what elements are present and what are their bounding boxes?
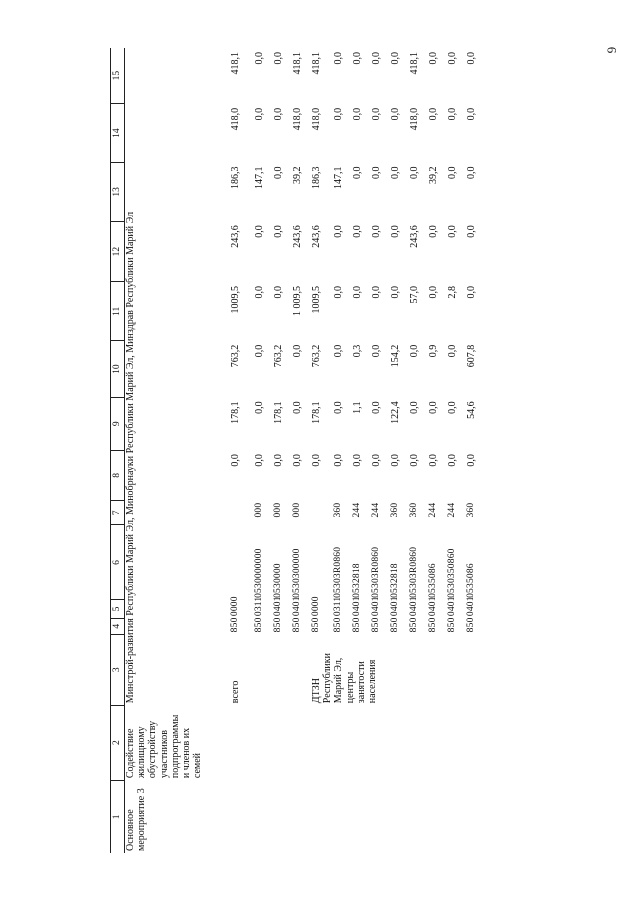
amount-cell: 418,0 (230, 107, 241, 131)
activity-label: Основное мероприятие 3 (125, 788, 148, 851)
amount-cell: 0,0 (447, 401, 458, 414)
table-body (125, 48, 486, 853)
amount-cell: 0,0 (333, 344, 344, 358)
table-row (409, 48, 428, 853)
expense-type-code (311, 501, 333, 525)
amount-cell: 0,0 (273, 52, 284, 65)
blank-cell (390, 780, 409, 853)
amount-cell: 39,2 (292, 166, 303, 185)
amount-cell: 0,0 (333, 454, 344, 467)
amount-cell: 0,0 (428, 286, 439, 299)
amount-cell: 763,2 (230, 344, 241, 368)
grbs-code: 850 (311, 617, 321, 633)
header-cell: 2 (111, 705, 125, 780)
responsible-ministries: Минстрой-развития Республики Марий Эл, Минобрнауки Республики Марий Эл, Минздрав Республики Марий Эл (125, 211, 136, 704)
expense-type-code: 244 (447, 502, 457, 518)
amount-cell: 0,0 (254, 344, 265, 358)
blank-cell (371, 780, 390, 853)
amount-cell: 1,1 (352, 401, 363, 414)
grbs-code: 850 (466, 617, 476, 633)
amount-cell: 1009,5 (311, 286, 322, 314)
amount-cell: 0,0 (447, 107, 458, 121)
amount-cell: 0,0 (371, 225, 382, 238)
grbs-code: 850 (230, 617, 240, 633)
amount-cell: 0,0 (352, 166, 363, 180)
amount-cell: 0,0 (292, 454, 303, 467)
amount-cell: 0,0 (390, 225, 401, 238)
grbs-code: 850 (352, 617, 362, 633)
amount-cell: 0,0 (390, 107, 401, 121)
amount-cell: 0,3 (352, 344, 363, 358)
target-code: 0535086 (466, 563, 476, 598)
section-code: 0401 (447, 596, 457, 617)
amount-cell: 0,0 (466, 286, 477, 299)
header-cell: 7 (111, 501, 125, 525)
amount-cell: 418,1 (311, 52, 322, 75)
header-cell: 10 (111, 341, 125, 398)
grbs-code: 850 (254, 617, 264, 633)
blank-cell (390, 705, 409, 780)
amount-cell: 0,0 (371, 344, 382, 358)
amount-cell: 0,0 (447, 52, 458, 65)
blank-cell (428, 705, 447, 780)
amount-cell: 178,1 (311, 401, 322, 424)
amount-cell: 0,0 (254, 401, 265, 414)
amount-cell: 0,0 (447, 344, 458, 358)
amount-cell: 2,8 (447, 286, 458, 299)
amount-cell: 0,0 (409, 344, 420, 358)
expense-type-code: 244 (371, 502, 381, 518)
header-cell: 14 (111, 104, 125, 163)
amount-cell: 0,0 (371, 401, 382, 414)
target-code: 05303R0860 (409, 546, 419, 598)
section-code: 0401 (273, 596, 283, 617)
amount-cell: 154,2 (390, 344, 401, 368)
amount-cell: 0,0 (311, 454, 322, 467)
blank-cell (371, 705, 390, 780)
responsible-dtzn: ДТЗН Республики Марий Эл, центры занятости населения (311, 653, 378, 704)
amount-cell: 0,0 (466, 107, 477, 121)
amount-cell: 0,0 (254, 107, 265, 121)
amount-cell: 0,0 (254, 52, 265, 65)
amount-cell: 0,0 (333, 52, 344, 65)
amount-cell: 0,0 (352, 52, 363, 65)
amount-cell: 0,0 (333, 401, 344, 414)
amount-cell: 0,0 (390, 166, 401, 180)
section-code: 0401 (466, 596, 476, 617)
expense-type-code: 244 (352, 502, 362, 518)
amount-cell: 243,6 (230, 225, 241, 248)
expense-type-code: 360 (390, 502, 400, 518)
amount-cell: 0,9 (428, 344, 439, 358)
amount-cell: 0,0 (466, 225, 477, 238)
amount-cell: 0,0 (273, 107, 284, 121)
amount-cell: 418,1 (409, 52, 420, 75)
table-row (125, 48, 231, 853)
amount-cell: 186,3 (230, 166, 241, 190)
section-code: 0401 (390, 596, 400, 617)
amount-cell: 0,0 (273, 225, 284, 238)
amount-cell: 0,0 (371, 107, 382, 121)
section-code: 0000 (230, 596, 240, 617)
blank-cell (352, 780, 371, 853)
amount-cell: 0,0 (409, 166, 420, 180)
amount-cell: 0,0 (333, 286, 344, 299)
table-row (352, 48, 371, 853)
amount-cell: 418,0 (292, 107, 303, 131)
expense-type-code (230, 501, 254, 525)
amount-cell: 147,1 (333, 166, 344, 190)
grbs-code: 850 (371, 617, 381, 633)
header-cell: 1 (111, 780, 125, 853)
amount-cell: 0,0 (333, 107, 344, 121)
header-cell: 13 (111, 163, 125, 222)
amount-cell: 0,0 (352, 107, 363, 121)
amount-cell: 57,0 (409, 286, 420, 304)
amount-cell: 186,3 (311, 166, 322, 190)
amount-cell: 418,1 (292, 52, 303, 75)
blank-cell (409, 780, 428, 853)
amount-cell: 0,0 (273, 166, 284, 180)
table-row (466, 48, 485, 853)
target-code: 0530000000 (254, 548, 264, 598)
section-code: 0401 (292, 596, 302, 617)
budget-table (110, 48, 485, 853)
amount-cell: 0,0 (390, 52, 401, 65)
header-cell: 11 (111, 282, 125, 341)
target-code: 05303R0860 (333, 546, 343, 598)
amount-cell: 122,4 (390, 401, 401, 424)
amount-cell: 763,2 (311, 344, 322, 368)
amount-cell: 0,0 (254, 225, 265, 238)
table-row (447, 48, 466, 853)
blank-cell (125, 48, 231, 634)
amount-cell: 0,0 (254, 454, 265, 467)
blank-cell (466, 705, 485, 780)
grbs-code: 850 (333, 617, 343, 633)
amount-cell: 0,0 (352, 286, 363, 299)
grbs-code: 850 (428, 617, 438, 633)
section-code: 0000 (311, 596, 321, 617)
header-cell: 6 (111, 525, 125, 600)
grbs-code: 850 (273, 617, 283, 633)
amount-cell: 0,0 (390, 454, 401, 467)
section-code: 0401 (371, 596, 381, 617)
amount-cell: 243,6 (409, 225, 420, 248)
blank-cell (333, 780, 352, 853)
amount-cell: 0,0 (352, 225, 363, 238)
amount-cell: 0,0 (466, 166, 477, 180)
amount-cell: 418,0 (409, 107, 420, 131)
table-row (333, 48, 352, 853)
amount-cell: 178,1 (230, 401, 241, 424)
target-code: 05303R0860 (371, 546, 381, 598)
amount-cell: 0,0 (371, 454, 382, 467)
blank-cell (466, 780, 485, 853)
header-cell: 9 (111, 397, 125, 450)
amount-cell: 0,0 (409, 401, 420, 414)
amount-cell: 0,0 (371, 166, 382, 180)
amount-cell: 147,1 (254, 166, 265, 190)
target-code (230, 525, 254, 600)
blank-cell (447, 780, 466, 853)
amount-cell: 178,1 (273, 401, 284, 424)
target-code: 0532818 (352, 563, 362, 598)
amount-cell: 0,0 (428, 107, 439, 121)
amount-cell: 0,0 (447, 166, 458, 180)
blank-cell (409, 705, 428, 780)
header-cell: 4 (111, 618, 125, 634)
blank-cell (333, 705, 352, 780)
grbs-code: 850 (409, 617, 419, 633)
expense-type-code: 000 (254, 502, 264, 518)
amount-cell: 0,0 (447, 225, 458, 238)
expense-type-code: 244 (428, 502, 438, 518)
amount-cell: 0,0 (292, 344, 303, 358)
amount-cell: 0,0 (428, 225, 439, 238)
blank-cell (428, 780, 447, 853)
amount-cell: 0,0 (371, 286, 382, 299)
amount-cell: 0,0 (292, 401, 303, 414)
amount-cell: 0,0 (333, 225, 344, 238)
table-row (371, 48, 390, 853)
amount-cell: 0,0 (230, 454, 241, 467)
amount-cell: 0,0 (254, 286, 265, 299)
grbs-code: 850 (390, 617, 400, 633)
target-code: 0532818 (390, 563, 400, 598)
amount-cell: 0,0 (371, 52, 382, 65)
responsible-total: всего (230, 680, 241, 704)
grbs-code: 850 (447, 617, 457, 633)
amount-cell: 0,0 (390, 286, 401, 299)
section-code: 0311 (254, 596, 264, 617)
blank-cell (447, 705, 466, 780)
amount-cell: 0,0 (352, 454, 363, 467)
expense-type-code: 360 (466, 502, 476, 518)
header-cell: 15 (111, 48, 125, 104)
expense-type-code: 360 (333, 502, 343, 518)
header-cell: 3 (111, 634, 125, 705)
blank-cell (352, 705, 371, 780)
target-code: 0530000 (273, 563, 283, 598)
amount-cell: 763,2 (273, 344, 284, 368)
amount-cell: 243,6 (292, 225, 303, 248)
amount-cell: 1 009,5 (292, 286, 303, 316)
amount-cell: 0,0 (273, 454, 284, 467)
amount-cell: 0,0 (273, 286, 284, 299)
amount-cell: 0,0 (466, 454, 477, 467)
amount-cell: 54,6 (466, 401, 477, 419)
header-cell: 12 (111, 221, 125, 282)
expense-type-code: 000 (273, 502, 283, 518)
header-cell: 5 (111, 600, 125, 618)
amount-cell: 0,0 (428, 52, 439, 65)
table-row (428, 48, 447, 853)
amount-cell: 39,2 (428, 166, 439, 185)
amount-cell: 0,0 (447, 454, 458, 467)
amount-cell: 0,0 (428, 401, 439, 414)
amount-cell: 0,0 (466, 52, 477, 65)
expense-type-code: 000 (292, 502, 302, 518)
target-code: 0530350860 (447, 548, 457, 598)
amount-cell: 418,1 (230, 52, 241, 75)
amount-cell: 243,6 (311, 225, 322, 248)
table-header (111, 48, 125, 853)
section-code: 0401 (428, 596, 438, 617)
amount-cell: 607,8 (466, 344, 477, 368)
section-code: 0401 (409, 596, 419, 617)
target-code (311, 525, 333, 600)
amount-cell: 0,0 (428, 454, 439, 467)
page-number: 6 (603, 46, 619, 54)
target-code: 0535086 (428, 563, 438, 598)
expense-type-code: 360 (409, 502, 419, 518)
section-code: 0311 (333, 596, 343, 617)
grbs-code: 850 (292, 617, 302, 633)
table-row (390, 48, 409, 853)
section-code: 0401 (352, 596, 362, 617)
amount-cell: 1009,5 (230, 286, 241, 314)
amount-cell: 0,0 (409, 454, 420, 467)
target-code: 0530300000 (292, 548, 302, 598)
header-cell: 8 (111, 450, 125, 501)
amount-cell: 418,0 (311, 107, 322, 131)
header-row (111, 48, 125, 853)
activity-description: Содействие жилищному обустройству участников подпрограммы и членов их семей (125, 714, 204, 779)
